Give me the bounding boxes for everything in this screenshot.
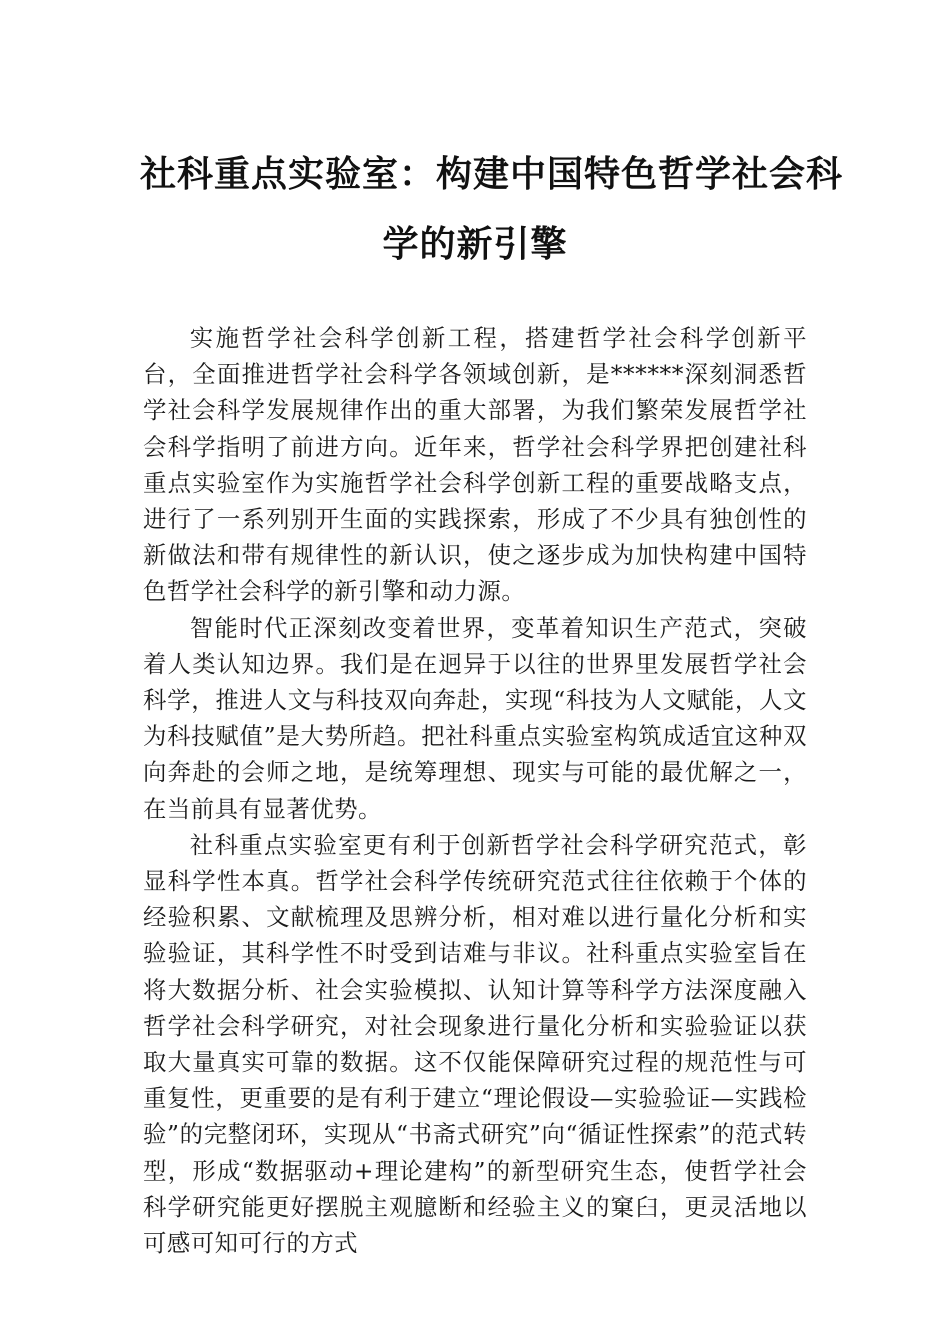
document-body	[143, 320, 807, 1261]
document-title	[140, 140, 844, 280]
paragraph-1: 实施哲学社会科学创新工程，搭建哲学社会科学创新平台，全面推进哲学社会科学各领域创新，是******深刻洞悉哲学社会科学发展规律作出的重大部署，为我们繁荣发展哲学社会科学指明了前进方向。近年来，哲学社会科学界把创建社科重点实验室作为实施哲学社会科学创新工程的重要战略支点，进行了一系列别开生面的实践探索，形成了不少具有独创性的新做法和带有规律性的新认识，使之逐步成为加快构建中国特色哲学社会科学的新引擎和动力源。	[143, 324, 807, 606]
title-line-2: 学的新引擎	[382, 224, 568, 265]
paragraph-2: 智能时代正深刻改变着世界，变革着知识生产范式，突破着人类认知边界。我们是在迥异于以往的世界里发展哲学社会科学，推进人文与科技双向奔赴，实现“科技为人文赋能，人文为科技赋值”是大势所趋。把社科重点实验室构筑成适宜这种双向奔赴的会师之地，是统筹理想、现实与可能的最优解之一，在当前具有显著优势。	[143, 613, 807, 823]
title-line-1: 社科重点实验室：构建中国特色哲学社会科	[140, 154, 844, 195]
paragraph-3: 社科重点实验室更有利于创新哲学社会科学研究范式，彰显科学性本真。哲学社会科学传统研究范式往往依赖于个体的经验积累、文献梳理及思辨分析，相对难以进行量化分析和实验验证，其科学性不时受到诘难与非议。社科重点实验室旨在将大数据分析、社会实验模拟、认知计算等科学方法深度融入哲学社会科学研究，对社会现象进行量化分析和实验验证以获取大量真实可靠的数据。这不仅能保障研究过程的规范性与可重复性，更重要的是有利于建立“理论假设—实验验证—实践检验”的完整闭环，实现从“书斋式研究”向“循证性探索”的范式转型，形成“数据驱动+理论建构”的新型研究生态，使哲学社会科学研究能更好摆脱主观臆断和经验主义的窠臼，更灵活地以可感可知可行的方式	[143, 830, 807, 1258]
